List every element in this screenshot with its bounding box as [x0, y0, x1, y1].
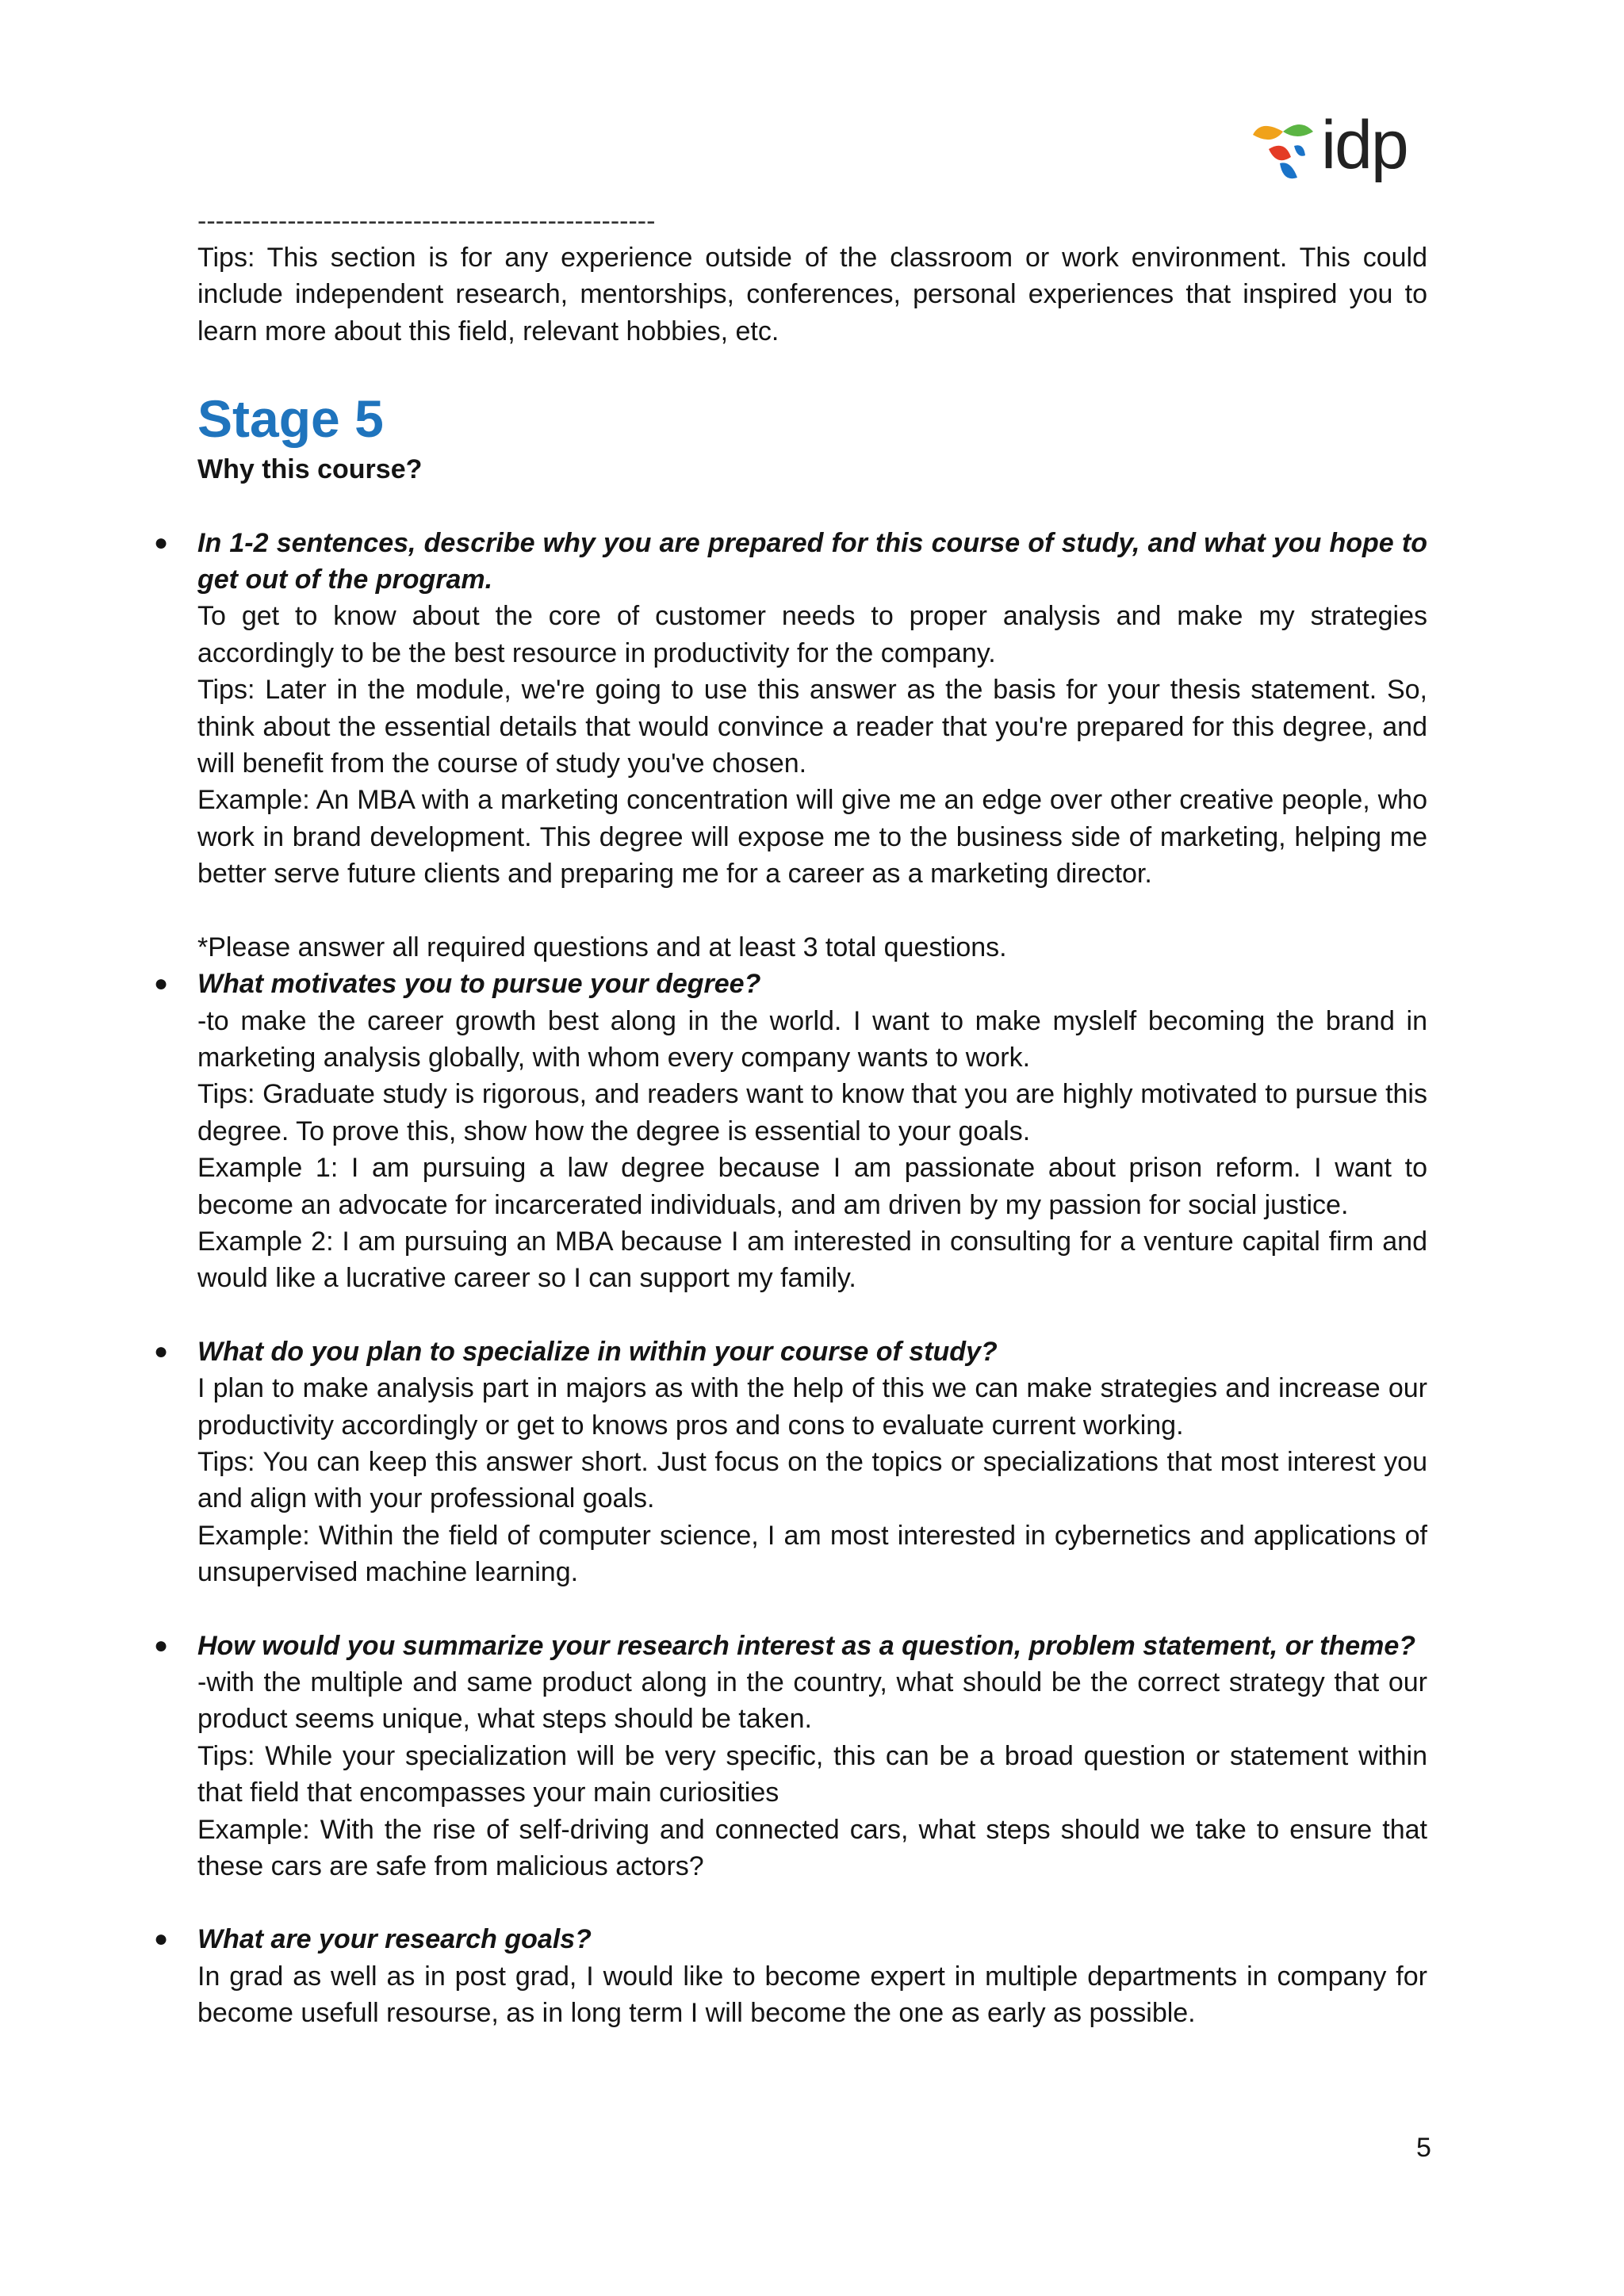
- list-item: [154, 966, 1427, 1297]
- logo-text: idp: [1321, 107, 1408, 183]
- bullet-icon: ●: [154, 1337, 169, 1364]
- question: In 1-2 sentences, describe why you are prepared for this course of study, and what you hope to get out of the program.: [197, 527, 1427, 595]
- tips: Tips: Graduate study is rigorous, and readers want to know that you are highly motivated to pursue this degree. To prove this, show how the degree is essential to your goals.: [197, 1079, 1427, 1146]
- example: Example: With the rise of self-driving and connected cars, what steps should we take to ensure that these cars are safe from malicious actors?: [197, 1814, 1427, 1882]
- example: Example: Within the field of computer science, I am most interested in cybernetics and applications of unsupervised machine learning.: [197, 1520, 1427, 1588]
- bullet-icon: ●: [154, 1632, 169, 1659]
- answer: I plan to make analysis part in majors as with the help of this we can make strategies and increase our productivity accordingly or get to knows pros and cons to evaluate current working.: [197, 1373, 1427, 1441]
- list-item: [154, 1628, 1427, 1885]
- question: What motivates you to pursue your degree?: [197, 969, 761, 1000]
- example: Example: An MBA with a marketing concentration will give me an edge over other creative people, who work in brand development. This degree will expose me to the business side of marketing, helping me better serve future clients and preparing me for a career as a marketing director.: [197, 785, 1427, 890]
- tips-paragraph: Tips: This section is for any experience outside of the classroom or work environment. This could include independent research, mentorships, conferences, personal experiences that inspired you to learn more about this field, relevant hobbies, etc.: [197, 243, 1427, 346]
- question: What are your research goals?: [197, 1924, 592, 1955]
- section-subtitle: Why this course?: [197, 454, 423, 485]
- page-content: [154, 203, 1427, 2032]
- idp-logo: [1245, 107, 1419, 190]
- tips: Tips: Later in the module, we're going to use this answer as the basis for your thesis statement. So, think about the essential details that would convince a reader that you're prepared for this degree, and will benefit from the course of study you've chosen.: [197, 675, 1427, 779]
- example: Example 2: I am pursuing an MBA because I am interested in consulting for a venture capital firm and would like a lucrative career so I can support my family.: [197, 1226, 1427, 1294]
- bullet-icon: ●: [154, 970, 169, 997]
- answer: -to make the career growth best along in the world. I want to make myslelf becoming the brand in marketing analysis globally, with whom every company wants to work.: [197, 1005, 1427, 1073]
- answer: -with the multiple and same product along in the country, what should be the correct strategy that our product seems unique, what steps should be taken.: [197, 1667, 1427, 1735]
- answer: To get to know about the core of customer needs to proper analysis and make my strategies accordingly to be the best resource in productivity for the company.: [197, 601, 1427, 668]
- page-number: 5: [1416, 2133, 1431, 2163]
- list-item: [154, 525, 1427, 966]
- list-item: [154, 1921, 1427, 2031]
- question: How would you summarize your research interest as a question, problem statement, or theme?: [197, 1630, 1416, 1661]
- answer: In grad as well as in post grad, I would like to become expert in multiple departments in company for become usefull resourse, as in long term I will become the one as early as possible.: [197, 1961, 1427, 2029]
- separator-line: ---------------------------------------------------: [197, 206, 656, 236]
- bullet-icon: ●: [154, 1926, 169, 1953]
- example: Example 1: I am pursuing a law degree because I am passionate about prison reform. I want to become an advocate for incarcerated individuals, and am driven by my passion for social justice.: [197, 1153, 1427, 1220]
- tips: Tips: While your specialization will be very specific, this can be a broad question or statement within that field that encompasses your main curiosities: [197, 1740, 1427, 1808]
- bullet-icon: ●: [154, 529, 169, 556]
- tips: Tips: You can keep this answer short. Just focus on the topics or specializations that most interest you and align with your professional goals.: [197, 1446, 1427, 1514]
- stage-title: Stage 5: [197, 389, 384, 449]
- list-item: [154, 1334, 1427, 1591]
- note: *Please answer all required questions and at least 3 total questions.: [197, 932, 1007, 962]
- question: What do you plan to specialize in within your course of study?: [197, 1336, 998, 1367]
- idp-logo-icon: [1245, 111, 1321, 187]
